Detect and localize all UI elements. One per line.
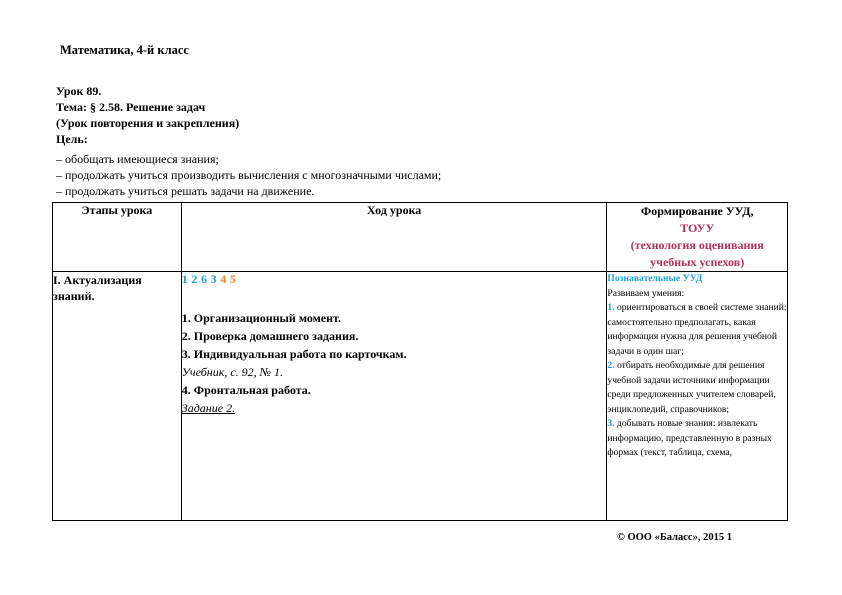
lesson-type: (Урок повторения и закрепления) (56, 116, 240, 130)
subject-title: Математика, 4-й класс (60, 43, 189, 57)
task-reference: Задание 2. (181, 401, 236, 415)
uud-point-number: 1. (607, 302, 615, 313)
uud-cell-content (607, 272, 787, 516)
header-uud (607, 203, 788, 272)
uud-point-number: 3. (607, 418, 615, 429)
lesson-number: Урок 89. (56, 84, 102, 98)
step-item: 4. Фронтальная работа. (181, 383, 311, 397)
uud-number: 3 (210, 272, 217, 286)
uud-number: 5 (229, 272, 237, 286)
uud-point (607, 359, 787, 417)
textbook-reference: Учебник, с. 92, № 1. (181, 365, 283, 379)
course-cell (181, 272, 607, 521)
uud-point-text: отбирать необходимые для решения учебной задачи источники информации среди предложенных учителем словарей, энциклопедий, справочников; (607, 360, 776, 415)
lesson-topic-text: Тема: § 2.58. Решение задач (56, 100, 206, 114)
header-course-label: Ход урока (366, 203, 422, 217)
header-stages (53, 203, 182, 272)
header-stages-label: Этапы урока (81, 203, 153, 217)
uud-numbers (182, 272, 607, 287)
header-uud-line3: (технология оценивания (630, 238, 764, 252)
uud-intro: Развиваем умения: (607, 287, 685, 299)
uud-point-number: 2. (607, 360, 615, 371)
lesson-topic (56, 99, 205, 115)
header-course (181, 203, 607, 272)
step-item: 3. Индивидуальная работа по карточкам. (181, 347, 407, 361)
goal-item: – продолжать учиться решать задачи на движение. (56, 184, 315, 198)
uud-number: 4 (220, 272, 227, 286)
goal-item: – обобщать имеющиеся знания; (56, 152, 219, 166)
header-uud-line1: Формирование УУД, (640, 204, 754, 218)
stage-line2: знаний. (53, 289, 95, 303)
goal-label: Цель: (56, 132, 88, 146)
uud-number: 1 (181, 272, 189, 286)
header-uud-line2: ТОУУ (680, 221, 715, 235)
step-item: 2. Проверка домашнего задания. (181, 329, 359, 343)
stage-line1: I. Актуализация (53, 273, 142, 287)
uud-point (607, 301, 787, 359)
uud-cell (607, 272, 788, 521)
uud-number: 2 (191, 272, 198, 286)
copyright-footer: © ООО «Баласс», 2015 1 (617, 532, 732, 543)
header-uud-line4: учебных успехов) (650, 255, 745, 269)
table-row (53, 272, 788, 521)
goal-item: – продолжать учиться производить вычисления с многозначными числами; (56, 168, 442, 182)
uud-point-text: добывать новые знания: извлекать информацию, представленную в разных формах (текст, таблица, схема, (607, 418, 772, 458)
uud-point (607, 417, 787, 461)
uud-point-text: ориентироваться в своей системе знаний: самостоятельно предполагать, какая информация нужна для решения учебной задачи в один шаг; (607, 302, 787, 357)
step-item: 1. Организационный момент. (181, 311, 342, 325)
stage-cell (53, 272, 182, 521)
uud-title: Познавательные УУД (607, 273, 703, 284)
table-header-row (53, 203, 788, 272)
uud-number: 6 (201, 272, 208, 286)
lesson-table (52, 202, 788, 521)
